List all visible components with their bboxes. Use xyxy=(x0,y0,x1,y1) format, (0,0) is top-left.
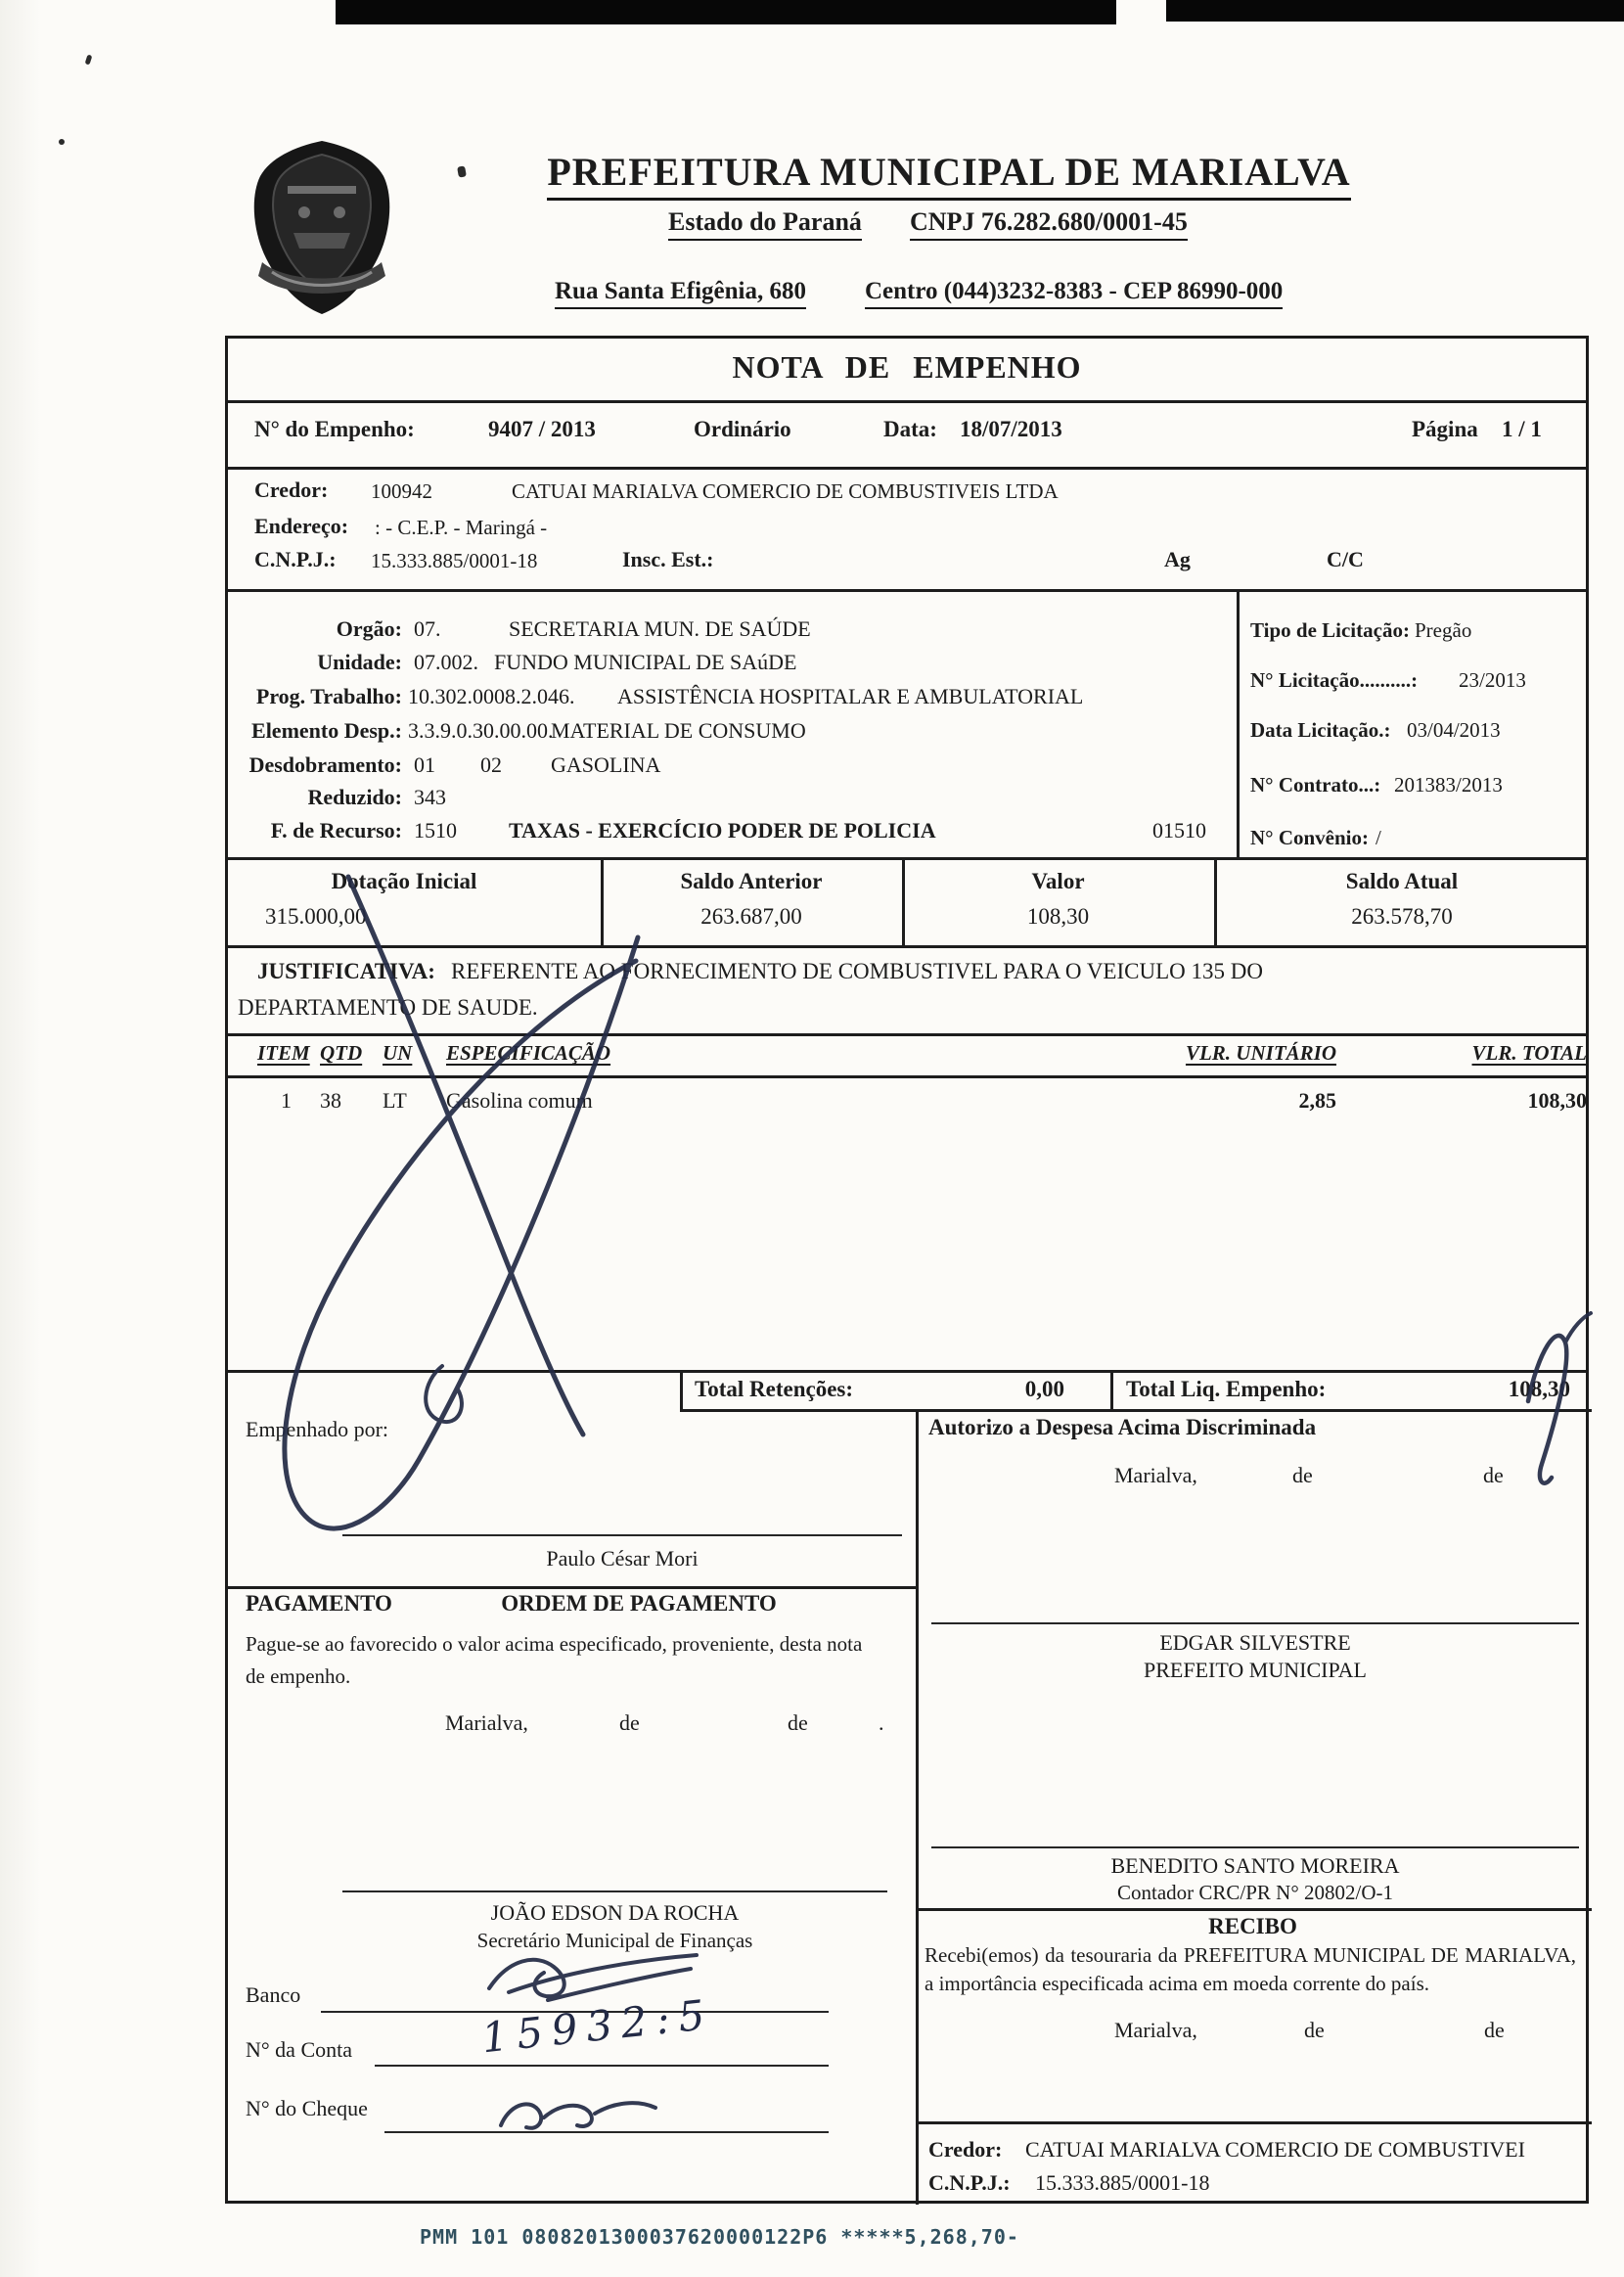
divider-line xyxy=(228,467,1586,470)
unidade-codigo: 07.002. xyxy=(414,650,478,674)
saldo-atual-header: Saldo Atual xyxy=(1345,869,1459,893)
cheque-label: N° do Cheque xyxy=(246,2096,368,2120)
recibo-credor-nome: CATUAI MARIALVA COMERCIO DE COMBUSTIVEI xyxy=(1025,2137,1525,2162)
desdobramento-nome: GASOLINA xyxy=(551,752,661,777)
centro-telefone-header: Centro (044)3232-8383 - CEP 86990-000 xyxy=(865,278,1283,309)
divider-line xyxy=(228,1586,916,1589)
item-un: LT xyxy=(383,1088,407,1113)
assinatura-contador-linha xyxy=(931,1846,1579,1848)
reduzido-valor: 343 xyxy=(414,785,446,809)
scan-artifact-bar-right xyxy=(1166,0,1624,22)
assinatura-secretario-linha xyxy=(342,1890,887,1892)
divider-line xyxy=(916,1908,1592,1911)
fonte-recurso-codigo: 1510 xyxy=(414,818,457,842)
autorizo-de-2: de xyxy=(1483,1463,1504,1487)
total-retencoes-valor: 0,00 xyxy=(1024,1377,1064,1401)
col-un-header: UN xyxy=(383,1041,413,1065)
credor-codigo: 100942 xyxy=(371,479,432,503)
divider-line xyxy=(228,857,1586,860)
recibo-titulo: RECIBO xyxy=(1208,1914,1297,1938)
prefeito-cargo: PREFEITO MUNICIPAL xyxy=(1144,1658,1367,1682)
agencia-label: Ag xyxy=(1164,547,1191,571)
prog-trabalho-label: Prog. Trabalho: xyxy=(255,684,402,708)
recibo-cnpj-valor: 15.333.885/0001-18 xyxy=(1035,2170,1210,2195)
insc-est-label: Insc. Est.: xyxy=(622,547,714,571)
fonte-recurso-ref: 01510 xyxy=(1152,818,1206,842)
col-qtd-header: QTD xyxy=(320,1041,363,1065)
orgao-label: Orgão: xyxy=(336,616,402,641)
justificativa-linha1: REFERENTE AO FORNECIMENTO DE COMBUSTIVEL PARA O VEICULO 135 DO xyxy=(451,959,1263,983)
divider-line xyxy=(680,1370,683,1409)
data-licitacao-valor: 03/04/2013 xyxy=(1407,718,1501,742)
recibo-cidade: Marialva, xyxy=(1114,2018,1197,2042)
assinatura-empenhado-linha xyxy=(342,1534,902,1536)
cheque-linha xyxy=(384,2131,829,2133)
cnpj-header: CNPJ 76.282.680/0001-45 xyxy=(910,207,1188,241)
num-contrato-label: N° Contrato...: xyxy=(1250,773,1381,797)
pagamento-de-2: de xyxy=(788,1710,808,1735)
col-vlr-total-header: VLR. TOTAL xyxy=(1471,1041,1587,1065)
num-convenio-valor: / xyxy=(1376,826,1381,849)
desdobramento-codigo-2: 02 xyxy=(480,752,502,777)
pagamento-cidade: Marialva, xyxy=(445,1710,528,1735)
prefeitura-title: PREFEITURA MUNICIPAL DE MARIALVA xyxy=(547,149,1350,201)
doc-title: NOTA DE EMPENHO xyxy=(732,349,1082,385)
pagamento-titulo: PAGAMENTO xyxy=(246,1591,392,1616)
data-licitacao-label: Data Licitação.: xyxy=(1250,718,1391,742)
num-contrato-valor: 201383/2013 xyxy=(1394,773,1503,797)
nota-empenho-form xyxy=(225,336,1589,2204)
orgao-codigo: 07. xyxy=(414,616,441,641)
item-vlr-total: 108,30 xyxy=(1527,1088,1587,1113)
divider-line xyxy=(1237,589,1240,857)
printer-validation-line: PMM 101 0808201300037620000122P6 *****5,268,70- xyxy=(420,2225,1019,2249)
total-liq-empenho-valor: 108,30 xyxy=(1508,1377,1570,1401)
item-especificacao: Gasolina comum xyxy=(446,1088,593,1113)
col-item-header: ITEM xyxy=(257,1041,310,1065)
credor-nome: CATUAI MARIALVA COMERCIO DE COMBUSTIVEIS LTDA xyxy=(512,479,1059,503)
credor-label: Credor: xyxy=(254,478,329,502)
endereco-header: Rua Santa Efigênia, 680 xyxy=(555,278,806,309)
scan-artifact-bar-left xyxy=(336,0,1116,24)
num-licitacao-valor: 23/2013 xyxy=(1459,668,1526,692)
saldo-atual-valor: 263.578,70 xyxy=(1351,904,1453,929)
col-vlr-unitario-header: VLR. UNITÁRIO xyxy=(1185,1041,1336,1065)
num-convenio-label: N° Convênio: xyxy=(1250,826,1369,849)
num-licitacao-label: N° Licitação..........: xyxy=(1250,668,1419,692)
empenhado-por-label: Empenhado por: xyxy=(246,1417,389,1441)
fonte-recurso-nome: TAXAS - EXERCÍCIO PODER DE POLICIA xyxy=(509,818,936,842)
contador-cargo: Contador CRC/PR N° 20802/O-1 xyxy=(1116,1881,1393,1904)
fonte-recurso-label: F. de Recurso: xyxy=(270,818,402,842)
valor-valor: 108,30 xyxy=(1026,904,1090,929)
elemento-desp-label: Elemento Desp.: xyxy=(251,718,402,743)
total-liq-empenho-label: Total Liq. Empenho: xyxy=(1126,1377,1327,1401)
item-numero: 1 xyxy=(281,1088,292,1113)
saldo-anterior-header: Saldo Anterior xyxy=(680,869,823,893)
prog-trabalho-nome: ASSISTÊNCIA HOSPITALAR E AMBULATORIAL xyxy=(617,684,1084,708)
divider-line xyxy=(228,589,1586,592)
cnpj-valor: 15.333.885/0001-18 xyxy=(371,549,538,572)
ordem-pagamento-titulo: ORDEM DE PAGAMENTO xyxy=(501,1591,777,1616)
empenho-data-label: Data: xyxy=(883,417,937,441)
assinatura-prefeito-linha xyxy=(931,1622,1579,1624)
secretario-cargo: Secretário Municipal de Finanças xyxy=(476,1929,753,1952)
pagamento-texto: Pague-se ao favorecido o valor acima especificado, proveniente, desta nota de empenho. xyxy=(246,1632,863,1688)
recibo-credor-label: Credor: xyxy=(928,2137,1003,2162)
orgao-nome: SECRETARIA MUN. DE SAÚDE xyxy=(509,616,811,641)
pagina-label: Página xyxy=(1412,417,1478,441)
divider-line xyxy=(680,1409,1592,1412)
dotacao-inicial-valor: 315.000,00 xyxy=(265,904,367,929)
recibo-texto: Recebi(emos) da tesouraria da PREFEITURA MUNICIPAL DE MARIALVA, a importância especificada acima em moeda corrente do país. xyxy=(925,1943,1576,1996)
empenho-tipo: Ordinário xyxy=(694,417,791,441)
prefeito-nome: EDGAR SILVESTRE xyxy=(1159,1630,1351,1655)
item-vlr-unitario: 2,85 xyxy=(1298,1088,1336,1113)
scan-speck xyxy=(59,139,65,145)
empenho-numero: 9407 / 2013 xyxy=(488,417,596,441)
desdobramento-codigo-1: 01 xyxy=(414,752,435,777)
contador-nome: BENEDITO SANTO MOREIRA xyxy=(1110,1853,1400,1878)
unidade-nome: FUNDO MUNICIPAL DE SAúDE xyxy=(494,650,797,674)
divider-line xyxy=(228,1370,1586,1373)
recibo-de-2: de xyxy=(1484,2018,1505,2042)
estado-label: Estado do Paraná xyxy=(668,207,862,241)
recibo-cnpj-label: C.N.P.J.: xyxy=(928,2170,1011,2195)
saldo-anterior-valor: 263.687,00 xyxy=(700,904,802,929)
prog-trabalho-codigo: 10.302.0008.2.046. xyxy=(408,684,575,708)
conta-linha xyxy=(375,2065,829,2067)
unidade-label: Unidade: xyxy=(317,650,402,674)
cnpj-label: C.N.P.J.: xyxy=(254,547,337,571)
autorizo-de-1: de xyxy=(1292,1463,1313,1487)
divider-line xyxy=(228,400,1586,403)
col-especificacao-header: ESPECIFICAÇÃO xyxy=(446,1041,611,1065)
scan-speck xyxy=(85,54,93,65)
justificativa-linha2: DEPARTAMENTO DE SAUDE. xyxy=(238,995,538,1020)
endereco-label: Endereço: xyxy=(254,514,349,538)
reduzido-label: Reduzido: xyxy=(307,785,402,809)
dotacao-inicial-header: Dotação Inicial xyxy=(331,869,477,893)
autorizo-cidade: Marialva, xyxy=(1114,1463,1197,1487)
conta-label: N° da Conta xyxy=(246,2037,353,2062)
elemento-desp-codigo: 3.3.9.0.30.00.00. xyxy=(408,718,554,743)
valor-header: Valor xyxy=(1031,869,1085,893)
tipo-licitacao-label: Tipo de Licitação: xyxy=(1250,618,1410,642)
pagamento-ponto: . xyxy=(879,1710,884,1735)
tipo-licitacao-valor: Pregão xyxy=(1415,618,1472,642)
banco-label: Banco xyxy=(246,1982,301,2007)
empenho-data: 18/07/2013 xyxy=(960,417,1062,441)
secretario-nome: JOÃO EDSON DA ROCHA xyxy=(490,1900,740,1925)
empenhado-assinante: Paulo César Mori xyxy=(546,1546,699,1571)
endereco-valor: : - C.E.P. - Maringá - xyxy=(375,516,548,539)
empenho-numero-label: N° do Empenho: xyxy=(254,417,415,441)
justificativa-label: JUSTIFICATIVA: xyxy=(257,959,435,983)
divider-line xyxy=(1110,1370,1113,1409)
elemento-desp-nome: MATERIAL DE CONSUMO xyxy=(551,718,806,743)
letterhead-title-row xyxy=(333,149,1565,201)
pagina-valor: 1 / 1 xyxy=(1502,417,1542,441)
divider-line xyxy=(228,1033,1586,1036)
item-qtd: 38 xyxy=(320,1088,341,1113)
recibo-de-1: de xyxy=(1304,2018,1325,2042)
total-retencoes-label: Total Retenções: xyxy=(695,1377,854,1401)
divider-line xyxy=(228,1075,1586,1078)
pagamento-de-1: de xyxy=(619,1710,640,1735)
divider-line xyxy=(228,945,1586,948)
autorizo-titulo: Autorizo a Despesa Acima Discriminada xyxy=(928,1415,1317,1439)
conta-handwriting: 15932:5 xyxy=(479,1989,716,2063)
divider-line xyxy=(916,1409,919,2205)
divider-line xyxy=(916,2121,1592,2124)
conta-corrente-label: C/C xyxy=(1327,547,1364,571)
desdobramento-label: Desdobramento: xyxy=(248,752,402,777)
